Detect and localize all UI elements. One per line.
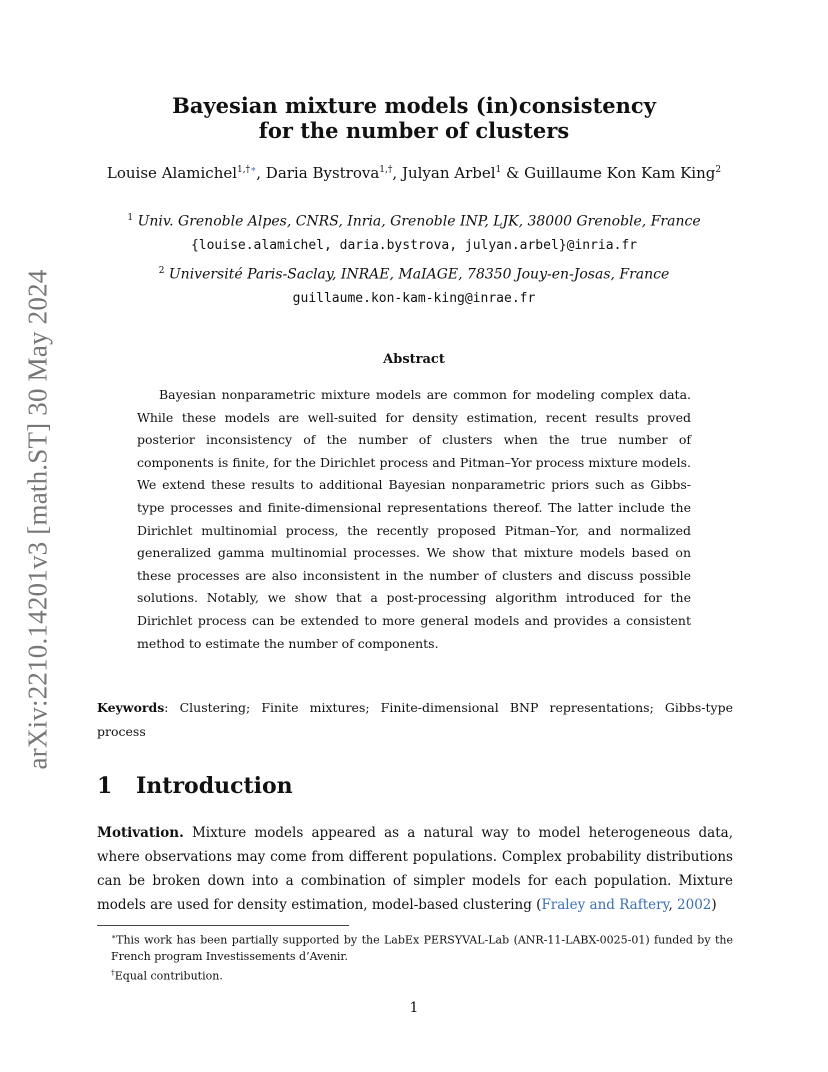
author-name: Louise Alamichel	[106, 164, 238, 182]
author-affiliation-mark: 2	[715, 165, 722, 175]
author-separator: &	[501, 164, 525, 182]
keywords	[97, 696, 733, 744]
affiliation-1-emails: {louise.alamichel, daria.bystrova, julyan.arbel}@inria.fr	[190, 238, 638, 254]
title-line-1: Bayesian mixture models (in)consistency	[172, 93, 656, 118]
citation-link[interactable]: Fraley and Raftery	[541, 897, 669, 913]
page-number: 1	[409, 1000, 419, 1016]
footnote-rule	[97, 925, 349, 926]
paper-title	[95, 93, 733, 143]
author-affiliation-mark: 1	[495, 165, 502, 175]
citation-year-link[interactable]: 2002	[677, 897, 712, 913]
footnote-1	[97, 929, 733, 965]
footnote-mark: ∗	[111, 932, 117, 941]
paragraph-text: Mixture models appeared as a natural way to model heterogeneous data, where observations may come from different populations. Complex probability distributions can be broken down into a combination of simpler models for each population. Mixture models are used for density estimation, model-based clustering (	[97, 825, 733, 913]
author-name: Guillaume Kon Kam King	[524, 164, 716, 182]
affiliations	[95, 206, 733, 311]
paragraph-close: )	[711, 897, 717, 913]
author-affiliation-mark: 1,†∗	[237, 165, 257, 175]
abstract-heading: Abstract	[383, 352, 445, 367]
keywords-label: Keywords	[97, 700, 165, 715]
author-list	[95, 164, 733, 182]
footnote-2	[97, 965, 733, 985]
author-separator: ,	[392, 164, 402, 182]
arxiv-identifier: arXiv:2210.14201v3 [math.ST] 30 May 2024	[22, 269, 53, 769]
author-name: Julyan Arbel	[401, 164, 496, 182]
footnote-text: Equal contribution.	[114, 969, 223, 983]
title-line-2: for the number of clusters	[258, 118, 570, 143]
affiliation-2-email: guillaume.kon-kam-king@inrae.fr	[292, 290, 536, 306]
footnote-mark: †	[111, 967, 115, 977]
footnotes	[97, 929, 733, 984]
section-number: 1	[97, 773, 113, 799]
affiliation-text: Univ. Grenoble Alpes, CNRS, Inria, Grenoble INP, LJK, 38000 Grenoble, France	[137, 213, 701, 230]
section-heading	[97, 773, 293, 799]
citation-separator: ,	[668, 897, 678, 913]
footnote-link[interactable]: ∗	[250, 165, 257, 175]
affiliation-mark: 1	[127, 213, 134, 223]
affiliation-mark: 2	[158, 265, 165, 276]
author-separator: ,	[256, 164, 266, 182]
affiliation-2	[95, 259, 733, 287]
abstract-body: Bayesian nonparametric mixture models are common for modeling complex data. While these models are well-suited for density estimation, recent results proved posterior inconsistency of the number of clusters when the true number of components is finite, for the Dirichlet process and Pitman–Yor process mixture models. We extend these results to additional Bayesian nonparametric priors such as Gibbs-type processes and finite-dimensional representations thereof. The latter include the Dirichlet multinomial process, the recently proposed Pitman–Yor, and normalized generalized gamma multinomial processes. We show that mixture models based on these processes are also inconsistent in the number of clusters and discuss possible solutions. Notably, we show that a post-processing algorithm introduced for the Dirichlet process can be extended to more general models and provides a consistent method to estimate the number of components.	[137, 387, 691, 651]
arxiv-side-stamp	[18, 264, 58, 774]
author-affiliation-mark: 1,†	[379, 165, 393, 175]
author-name: Daria Bystrova	[265, 164, 380, 182]
paragraph-lead: Motivation.	[97, 825, 184, 841]
affiliation-1	[95, 206, 733, 234]
footnote-text: This work has been partially supported by the LabEx PERSYVAL-Lab (ANR-11-LABX-0025-01) funded by the French program Investissements d’Avenir.	[111, 933, 733, 963]
intro-paragraph	[97, 821, 733, 917]
affiliation-text: Université Paris-Saclay, INRAE, MaIAGE, 78350 Jouy-en-Josas, France	[168, 266, 670, 283]
section-title: Introduction	[136, 773, 293, 799]
keywords-text: : Clustering; Finite mixtures; Finite-dimensional BNP representations; Gibbs-type process	[97, 700, 733, 739]
